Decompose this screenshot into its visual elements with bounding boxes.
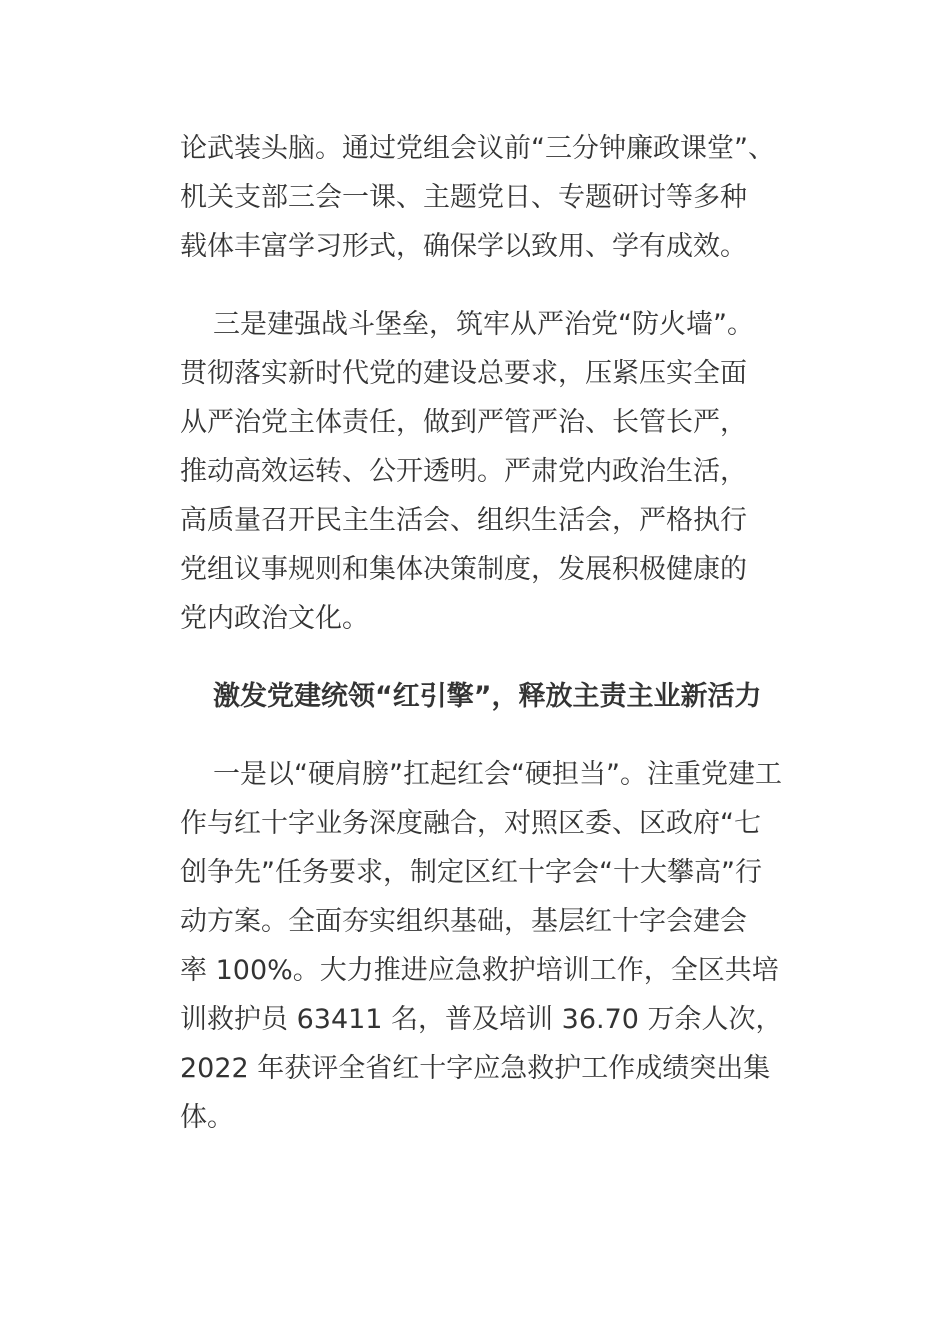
text-line: 党组议事规则和集体决策制度，发展积极健康的	[180, 554, 747, 585]
paragraph-gap	[180, 721, 805, 750]
text-line: 作与红十字业务深度融合，对照区委、区政府“七	[180, 808, 761, 839]
text-line: 2022 年获评全省红十字应急救护工作成绩突出集	[180, 1053, 771, 1084]
text-line: 高质量召开民主生活会、组织生活会，严格执行	[180, 505, 747, 536]
text-line: 率 100%。大力推进应急救护培训工作，全区共培	[180, 955, 779, 986]
paragraph-gap	[180, 643, 805, 672]
text-line: 三是建强战斗堡垒，筑牢从严治党“防火墙”。	[213, 309, 754, 340]
text-line: 载体丰富学习形式，确保学以致用、学有成效。	[180, 231, 747, 262]
text-line: 机关支部三会一课、主题党日、专题研讨等多种	[180, 182, 747, 213]
text-line: 贯彻落实新时代党的建设总要求，压紧压实全面	[180, 358, 747, 389]
text-line: 创争先”任务要求，制定区红十字会“十大攀高”行	[180, 857, 762, 888]
paragraph-2	[180, 300, 805, 643]
paragraph-gap	[180, 271, 805, 300]
paragraph-1	[180, 124, 805, 271]
paragraph-3	[180, 750, 805, 1142]
text-line: 党内政治文化。	[180, 603, 369, 634]
text-line: 动方案。全面夯实组织基础，基层红十字会建会	[180, 906, 747, 937]
text-line: 一是以“硬肩膀”扛起红会“硬担当”。注重党建工	[213, 759, 782, 790]
text-line: 推动高效运转、公开透明。严肃党内政治生活，	[180, 456, 747, 487]
text-line: 论武装头脑。通过党组会议前“三分钟廉政课堂”、	[180, 133, 775, 164]
text-line: 从严治党主体责任，做到严管严治、长管长严，	[180, 407, 747, 438]
text-line: 体。	[180, 1102, 234, 1133]
section-heading: 激发党建统领“红引擎”，释放主责主业新活力	[213, 681, 762, 712]
document-page	[180, 124, 805, 1142]
section-heading-block	[180, 672, 805, 721]
text-line: 训救护员 63411 名，普及培训 36.70 万余人次，	[180, 1004, 783, 1035]
